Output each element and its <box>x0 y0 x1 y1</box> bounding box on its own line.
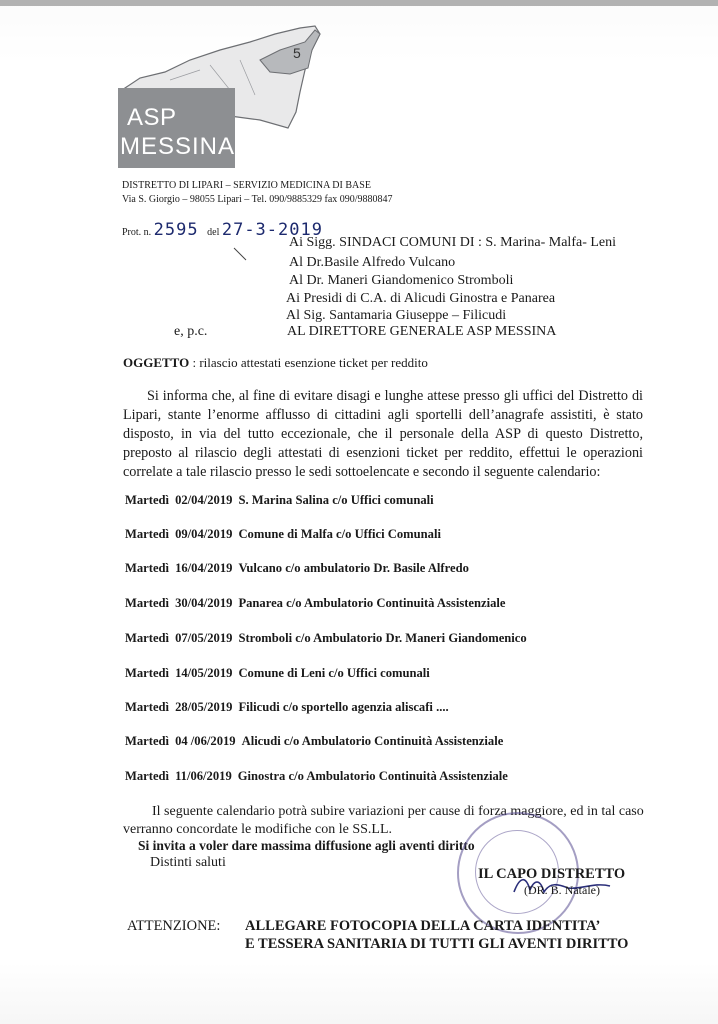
attention-line-1: ALLEGARE FOTOCOPIA DELLA CARTA IDENTITA’ <box>245 918 601 934</box>
protocol-date: 27-3-2019 <box>221 220 323 240</box>
calendar-entry: Martedì 30/04/2019 Panarea c/o Ambulatorio Continuità Assistenziale <box>125 596 506 610</box>
logo-city-text: MESSINA <box>120 133 236 160</box>
cc-label: e, p.c. <box>174 324 208 339</box>
closing-invite: Si invita a voler dare massima diffusione agli aventi diritto <box>138 838 475 853</box>
recipient-5: Al Sig. Santamaria Giuseppe – Filicudi <box>286 308 507 323</box>
calendar-entry: Martedì 28/05/2019 Filicudi c/o sportello agenzia aliscafi .... <box>125 700 449 714</box>
calendar-entry: Martedì 02/04/2019 S. Marina Salina c/o Uffici comunali <box>125 493 434 507</box>
subject-label: OGGETTO <box>123 355 190 370</box>
calendar-entry: Martedì 07/05/2019 Stromboli c/o Ambulatorio Dr. Maneri Giandomenico <box>125 631 527 645</box>
protocol-label: Prot. n. <box>122 227 152 238</box>
attention-label: ATTENZIONE: <box>127 918 221 934</box>
body-paragraph: Si informa che, al fine di evitare disagi e lunghe attese presso gli uffici del Distretto di Lipari, stante l’enorme afflusso di cittadini agli sportelli dell’anagrafe assistiti, è stato disposto, in via del tutto eccezionale, che il personale della ASP di questo Distretto, preposto al rilascio degli attestati di esenzioni ticket per reddito, effettui le operazioni correlate a tale rilascio presso le sedi sottoelencate e secondo il seguente calendario: <box>123 388 643 480</box>
attention-line-2: E TESSERA SANITARIA DI TUTTI GLI AVENTI DIRITTO <box>245 936 629 952</box>
subject-text: : rilascio attestati esenzione ticket per reddito <box>192 355 428 370</box>
calendar-entry: Martedì 14/05/2019 Comune di Leni c/o Uffici comunali <box>125 666 430 680</box>
recipient-1: Ai Sigg. SINDACI COMUNI DI : S. Marina- Malfa- Leni <box>289 235 617 250</box>
calendar-entry: Martedì 04 /06/2019 Alicudi c/o Ambulatorio Continuità Assistenziale <box>125 734 504 748</box>
logo-asp-text: ASP <box>127 104 177 131</box>
signature-title: IL CAPO DISTRETTO <box>478 866 626 882</box>
logo-district-number: 5 <box>293 45 301 61</box>
protocol-del-label: del <box>207 227 220 238</box>
cc-recipient: AL DIRETTORE GENERALE ASP MESSINA <box>287 324 557 339</box>
closing-note-1: Il seguente calendario potrà subire variazioni per cause di forza maggiore, ed in tal caso <box>152 804 644 819</box>
recipient-3: Al Dr. Maneri Giandomenico Stromboli <box>289 273 514 288</box>
subject-line <box>123 354 428 371</box>
recipient-2: Al Dr.Basile Alfredo Vulcano <box>289 255 456 270</box>
header-address: Via S. Giorgio – 98055 Lipari – Tel. 090/9885329 fax 090/9880847 <box>122 194 393 205</box>
header-office: DISTRETTO DI LIPARI – SERVIZIO MEDICINA DI BASE <box>122 180 371 191</box>
calendar-entry: Martedì 09/04/2019 Comune di Malfa c/o Uffici Comunali <box>125 527 441 541</box>
pen-tick-mark <box>232 246 250 264</box>
calendar-entry: Martedì 11/06/2019 Ginostra c/o Ambulatorio Continuità Assistenziale <box>125 769 508 783</box>
closing-greeting: Distinti saluti <box>150 855 226 870</box>
calendar-entry: Martedì 16/04/2019 Vulcano c/o ambulatorio Dr. Basile Alfredo <box>125 561 469 575</box>
closing-note-2: verranno concordate le modifiche con le SS.LL. <box>123 822 393 837</box>
recipient-4: Ai Presidi di C.A. di Alicudi Ginostra e Panarea <box>286 291 556 306</box>
protocol-number: 2595 <box>153 220 199 240</box>
scan-edge <box>0 0 718 6</box>
signature-name: (DR. B. Natale) <box>524 883 600 897</box>
